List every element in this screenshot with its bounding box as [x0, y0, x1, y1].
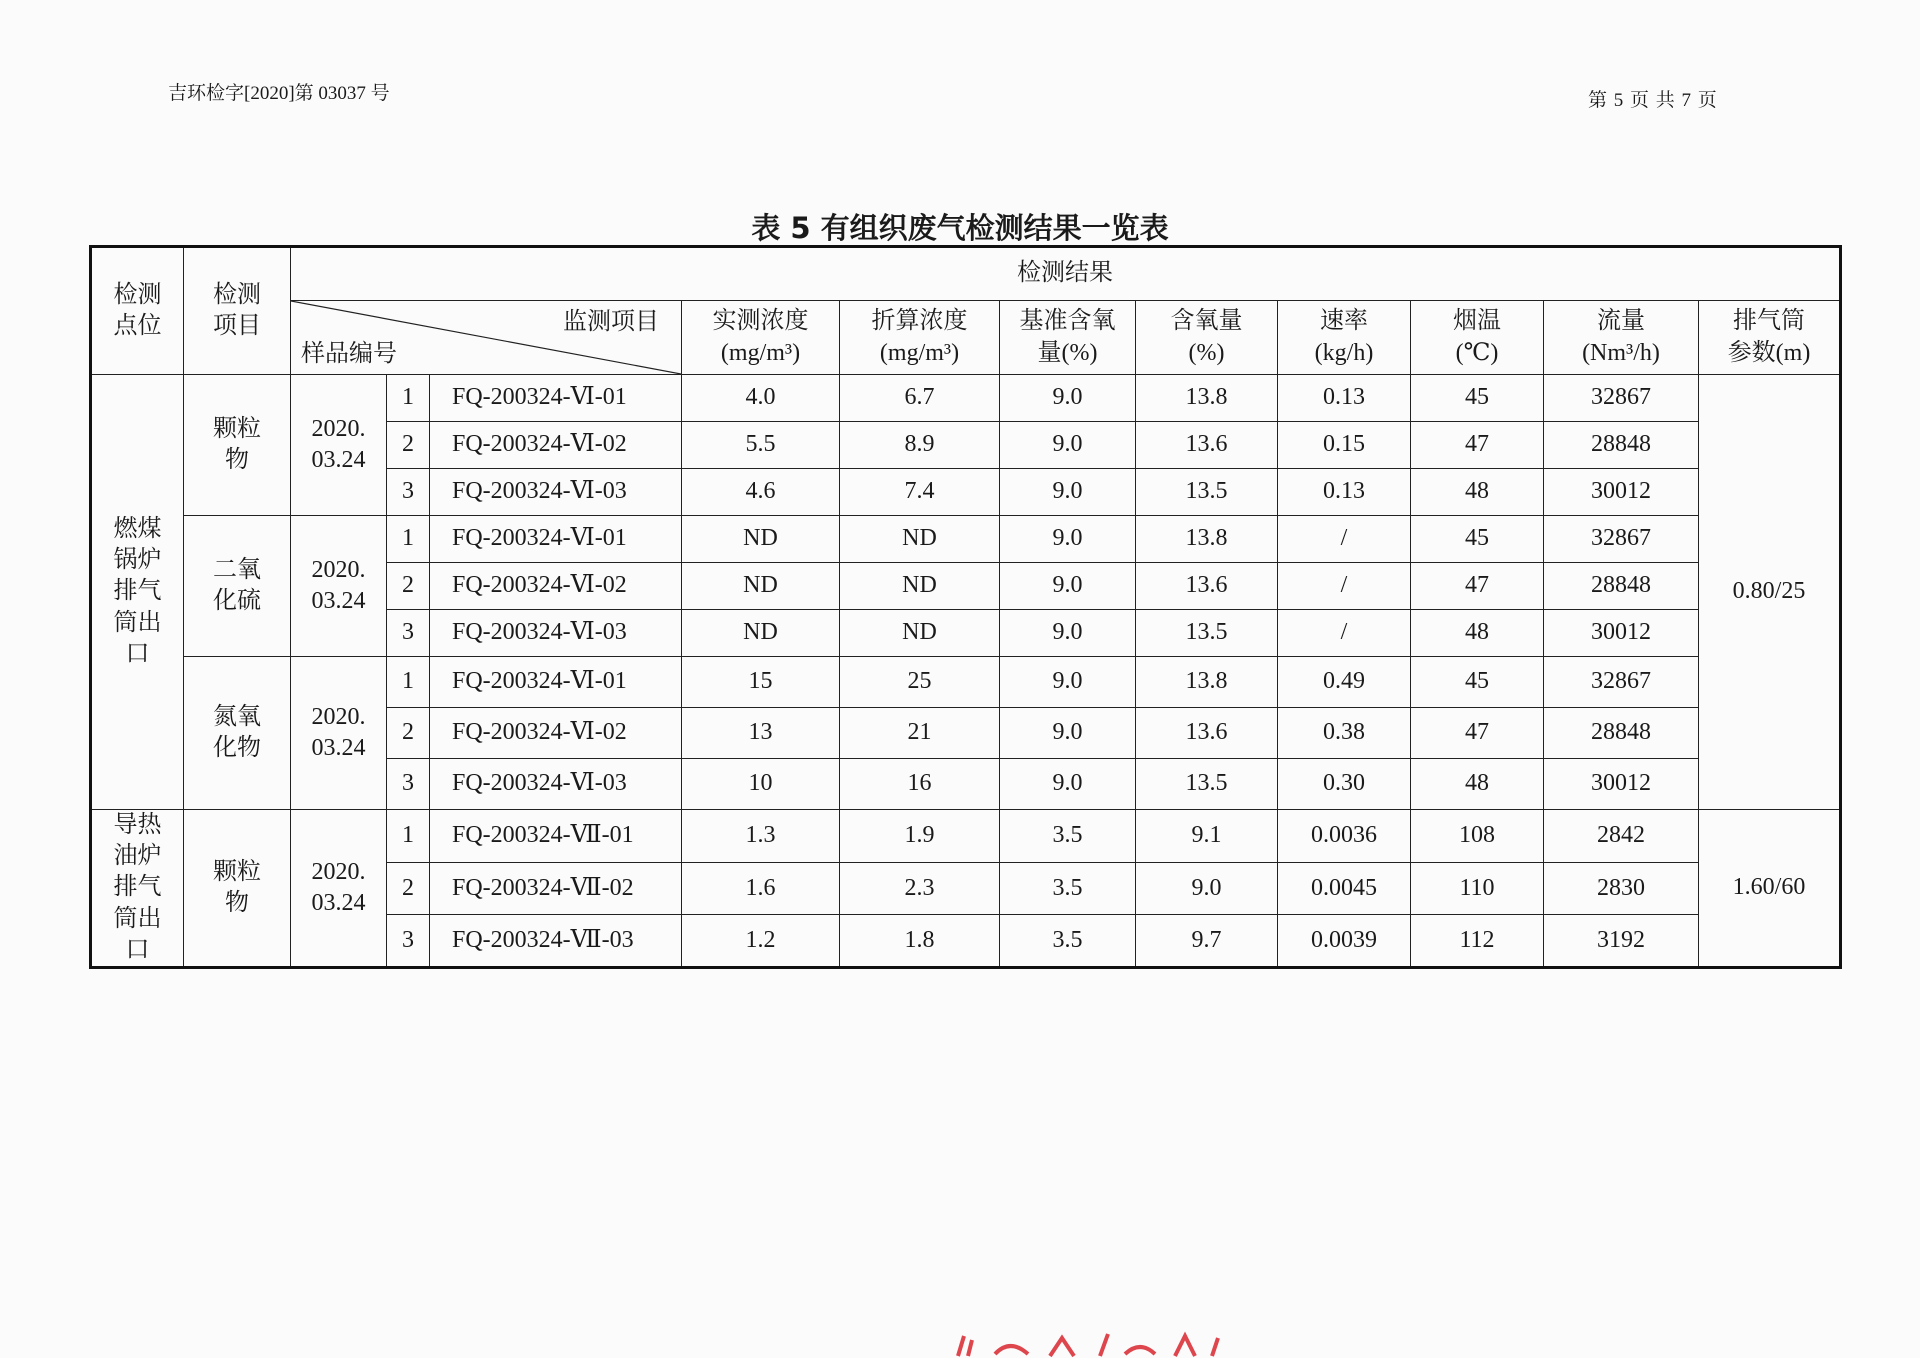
- converted-cell: 1.9: [840, 810, 1000, 863]
- oxygen-cell: 13.8: [1136, 657, 1278, 708]
- base-oxygen-cell: 3.5: [1000, 862, 1136, 915]
- header-flow: 流量 (Nm³/h): [1544, 301, 1699, 375]
- table-row: [91, 516, 1841, 563]
- table-row: [91, 657, 1841, 708]
- header-item: 检测 项目: [184, 247, 291, 375]
- measured-cell: 1.3: [682, 810, 840, 863]
- measured-cell: 4.6: [682, 469, 840, 516]
- oxygen-cell: 9.7: [1136, 915, 1278, 968]
- base-oxygen-cell: 3.5: [1000, 915, 1136, 968]
- sample-id-cell: FQ-200324-Ⅵ-01: [430, 375, 682, 422]
- base-oxygen-cell: 9.0: [1000, 708, 1136, 759]
- table-title: 表 5 有组织废气检测结果一览表: [751, 211, 1169, 245]
- sample-id-cell: FQ-200324-Ⅵ-01: [430, 657, 682, 708]
- seq-cell: 3: [387, 915, 430, 968]
- flow-cell: 32867: [1544, 375, 1699, 422]
- header-rate: 速率 (kg/h): [1278, 301, 1411, 375]
- seq-cell: 2: [387, 563, 430, 610]
- header-monitor-item: 监测项目: [563, 309, 659, 335]
- oxygen-cell: 13.6: [1136, 708, 1278, 759]
- oxygen-cell: 13.6: [1136, 422, 1278, 469]
- base-oxygen-cell: 9.0: [1000, 422, 1136, 469]
- header-point: 检测 点位: [91, 247, 184, 375]
- temp-cell: 47: [1411, 708, 1544, 759]
- flow-cell: 32867: [1544, 516, 1699, 563]
- table-row: [91, 810, 1841, 863]
- rate-cell: 0.13: [1278, 375, 1411, 422]
- sample-id-cell: FQ-200324-Ⅵ-02: [430, 563, 682, 610]
- temp-cell: 45: [1411, 657, 1544, 708]
- rate-cell: 0.49: [1278, 657, 1411, 708]
- measured-cell: 5.5: [682, 422, 840, 469]
- oxygen-cell: 9.1: [1136, 810, 1278, 863]
- base-oxygen-cell: 3.5: [1000, 810, 1136, 863]
- base-oxygen-cell: 9.0: [1000, 610, 1136, 657]
- sample-id-cell: FQ-200324-Ⅵ-01: [430, 516, 682, 563]
- converted-cell: 7.4: [840, 469, 1000, 516]
- stack-param-cell: 0.80/25: [1699, 375, 1841, 810]
- sample-id-cell: FQ-200324-Ⅵ-02: [430, 422, 682, 469]
- oxygen-cell: 13.6: [1136, 563, 1278, 610]
- temp-cell: 48: [1411, 759, 1544, 810]
- seq-cell: 1: [387, 375, 430, 422]
- flow-cell: 28848: [1544, 563, 1699, 610]
- seq-cell: 2: [387, 422, 430, 469]
- seq-cell: 2: [387, 708, 430, 759]
- converted-cell: 2.3: [840, 862, 1000, 915]
- site-name-cell: 导热 油炉 排气 筒出 口: [91, 810, 184, 968]
- sample-id-cell: FQ-200324-Ⅶ-02: [430, 862, 682, 915]
- base-oxygen-cell: 9.0: [1000, 469, 1136, 516]
- measured-cell: ND: [682, 610, 840, 657]
- red-seal-stamp: [950, 1326, 1230, 1358]
- temp-cell: 47: [1411, 422, 1544, 469]
- temp-cell: 112: [1411, 915, 1544, 968]
- oxygen-cell: 13.8: [1136, 516, 1278, 563]
- rate-cell: /: [1278, 516, 1411, 563]
- measured-cell: 4.0: [682, 375, 840, 422]
- table-row: [91, 375, 1841, 422]
- temp-cell: 110: [1411, 862, 1544, 915]
- seq-cell: 3: [387, 610, 430, 657]
- results-table: [89, 245, 1842, 969]
- flow-cell: 28848: [1544, 708, 1699, 759]
- header-stack: 排气筒 参数(m): [1699, 301, 1841, 375]
- converted-cell: 6.7: [840, 375, 1000, 422]
- rate-cell: 0.30: [1278, 759, 1411, 810]
- base-oxygen-cell: 9.0: [1000, 759, 1136, 810]
- measured-cell: 13: [682, 708, 840, 759]
- seq-cell: 3: [387, 759, 430, 810]
- seq-cell: 1: [387, 516, 430, 563]
- seq-cell: 1: [387, 810, 430, 863]
- sample-id-cell: FQ-200324-Ⅶ-01: [430, 810, 682, 863]
- date-cell: 2020. 03.24: [291, 516, 387, 657]
- base-oxygen-cell: 9.0: [1000, 516, 1136, 563]
- rate-cell: /: [1278, 563, 1411, 610]
- measured-cell: 1.6: [682, 862, 840, 915]
- rate-cell: /: [1278, 610, 1411, 657]
- flow-cell: 32867: [1544, 657, 1699, 708]
- base-oxygen-cell: 9.0: [1000, 657, 1136, 708]
- converted-cell: 16: [840, 759, 1000, 810]
- temp-cell: 45: [1411, 375, 1544, 422]
- header-oxygen: 含氧量 (%): [1136, 301, 1278, 375]
- seq-cell: 3: [387, 469, 430, 516]
- oxygen-cell: 13.5: [1136, 610, 1278, 657]
- measured-cell: 10: [682, 759, 840, 810]
- rate-cell: 0.0039: [1278, 915, 1411, 968]
- oxygen-cell: 13.5: [1136, 759, 1278, 810]
- header-results: 检测结果: [291, 247, 1841, 301]
- flow-cell: 3192: [1544, 915, 1699, 968]
- header-row: [91, 247, 1841, 301]
- flow-cell: 28848: [1544, 422, 1699, 469]
- seq-cell: 1: [387, 657, 430, 708]
- pollutant-cell: 颗粒 物: [184, 375, 291, 516]
- date-cell: 2020. 03.24: [291, 375, 387, 516]
- measured-cell: 1.2: [682, 915, 840, 968]
- header-measured: 实测浓度 (mg/m³): [682, 301, 840, 375]
- sample-id-cell: FQ-200324-Ⅵ-03: [430, 759, 682, 810]
- flow-cell: 30012: [1544, 610, 1699, 657]
- header-converted: 折算浓度 (mg/m³): [840, 301, 1000, 375]
- converted-cell: 1.8: [840, 915, 1000, 968]
- temp-cell: 45: [1411, 516, 1544, 563]
- header-sample-no: 样品编号: [301, 340, 397, 367]
- temp-cell: 47: [1411, 563, 1544, 610]
- page-number: 第 5 页 共 7 页: [1588, 90, 1718, 111]
- flow-cell: 30012: [1544, 759, 1699, 810]
- temp-cell: 48: [1411, 610, 1544, 657]
- header-base-oxygen: 基准含氧 量(%): [1000, 301, 1136, 375]
- flow-cell: 30012: [1544, 469, 1699, 516]
- stack-param-cell: 1.60/60: [1699, 810, 1841, 968]
- header-temp: 烟温 (℃): [1411, 301, 1544, 375]
- measured-cell: ND: [682, 516, 840, 563]
- date-cell: 2020. 03.24: [291, 657, 387, 810]
- temp-cell: 108: [1411, 810, 1544, 863]
- sample-id-cell: FQ-200324-Ⅵ-03: [430, 610, 682, 657]
- pollutant-cell: 氮氧 化物: [184, 657, 291, 810]
- pollutant-cell: 颗粒 物: [184, 810, 291, 968]
- rate-cell: 0.0036: [1278, 810, 1411, 863]
- temp-cell: 48: [1411, 469, 1544, 516]
- converted-cell: 8.9: [840, 422, 1000, 469]
- measured-cell: ND: [682, 563, 840, 610]
- rate-cell: 0.0045: [1278, 862, 1411, 915]
- oxygen-cell: 13.5: [1136, 469, 1278, 516]
- oxygen-cell: 9.0: [1136, 862, 1278, 915]
- site-name-cell: 燃煤 锅炉 排气 筒出 口: [91, 375, 184, 810]
- subheader-row: [91, 301, 1841, 375]
- sample-id-cell: FQ-200324-Ⅶ-03: [430, 915, 682, 968]
- converted-cell: 25: [840, 657, 1000, 708]
- measured-cell: 15: [682, 657, 840, 708]
- converted-cell: ND: [840, 516, 1000, 563]
- base-oxygen-cell: 9.0: [1000, 375, 1136, 422]
- date-cell: 2020. 03.24: [291, 810, 387, 968]
- oxygen-cell: 13.8: [1136, 375, 1278, 422]
- sample-id-cell: FQ-200324-Ⅵ-03: [430, 469, 682, 516]
- converted-cell: ND: [840, 563, 1000, 610]
- seq-cell: 2: [387, 862, 430, 915]
- rate-cell: 0.38: [1278, 708, 1411, 759]
- pollutant-cell: 二氧 化硫: [184, 516, 291, 657]
- converted-cell: ND: [840, 610, 1000, 657]
- base-oxygen-cell: 9.0: [1000, 563, 1136, 610]
- rate-cell: 0.13: [1278, 469, 1411, 516]
- converted-cell: 21: [840, 708, 1000, 759]
- rate-cell: 0.15: [1278, 422, 1411, 469]
- sample-id-cell: FQ-200324-Ⅵ-02: [430, 708, 682, 759]
- header-diagonal-cell: [291, 301, 682, 375]
- document-number: 吉环检字[2020]第 03037 号: [168, 83, 390, 104]
- flow-cell: 2830: [1544, 862, 1699, 915]
- flow-cell: 2842: [1544, 810, 1699, 863]
